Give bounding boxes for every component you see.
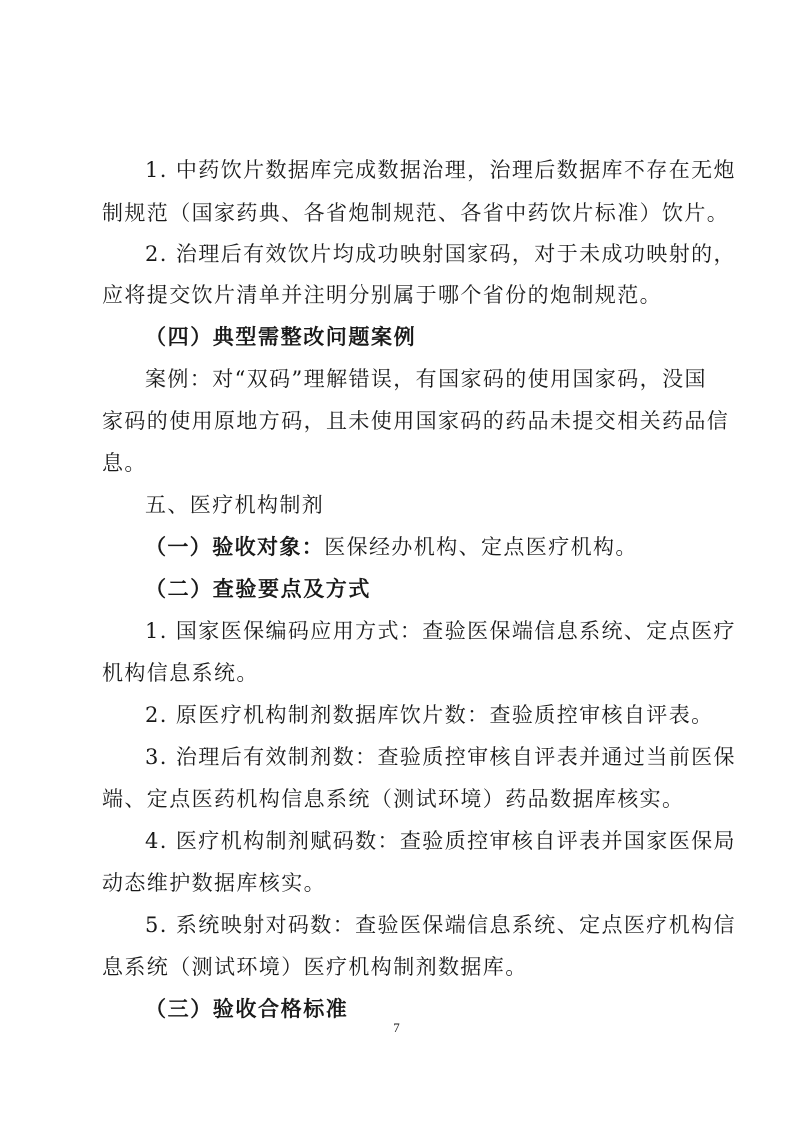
paragraph-line: 家码的使用原地方码，且未使用国家码的药品未提交相关药品信 [102,409,730,433]
chapter-heading: 五、医疗机构制剂 [145,493,325,517]
section-heading: （二）查验要点及方式 [145,576,371,601]
paragraph-line: 1. 中药饮片数据库完成数据治理，治理后数据库不存在无炮 [145,158,736,182]
paragraph-line: 案例：对“双码”理解错误，有国家码的使用国家码，没国 [145,367,707,391]
section-heading-inline: （一）验收对象： [145,534,325,559]
paragraph-line: 2. 治理后有效饮片均成功映射国家码，对于未成功映射的， [145,242,736,266]
page-number: 7 [393,1020,400,1035]
paragraph-line: 机构信息系统。 [102,661,259,685]
paragraph-line: 2. 原医疗机构制剂数据库饮片数：查验质控审核自评表。 [145,703,714,727]
paragraph-line: 应将提交饮片清单并注明分别属于哪个省份的炮制规范。 [102,283,662,307]
heading-content: 医保经办机构、定点医疗机构。 [324,535,638,559]
paragraph-line [145,532,638,562]
paragraph-line: 动态维护数据库核实。 [102,871,326,895]
section-heading: （三）验收合格标准 [145,996,349,1021]
paragraph-line: 息系统（测试环境）医疗机构制剂数据库。 [102,955,528,979]
paragraph-line: 5. 系统映射对码数：查验医保端信息系统、定点医疗机构信 [145,913,736,937]
paragraph-line: 4. 医疗机构制剂赋码数：查验质控审核自评表并国家医保局 [145,829,736,853]
paragraph-line: 端、定点医药机构信息系统（测试环境）药品数据库核实。 [102,787,685,811]
paragraph-line: 制规范（国家药典、各省炮制规范、各省中药饮片标准）饮片。 [102,201,730,225]
paragraph-line: 息。 [102,451,147,475]
paragraph-line: 3. 治理后有效制剂数：查验质控审核自评表并通过当前医保 [145,745,736,769]
paragraph-line: 1. 国家医保编码应用方式：查验医保端信息系统、定点医疗 [145,619,736,643]
section-heading: （四）典型需整改问题案例 [145,324,417,349]
